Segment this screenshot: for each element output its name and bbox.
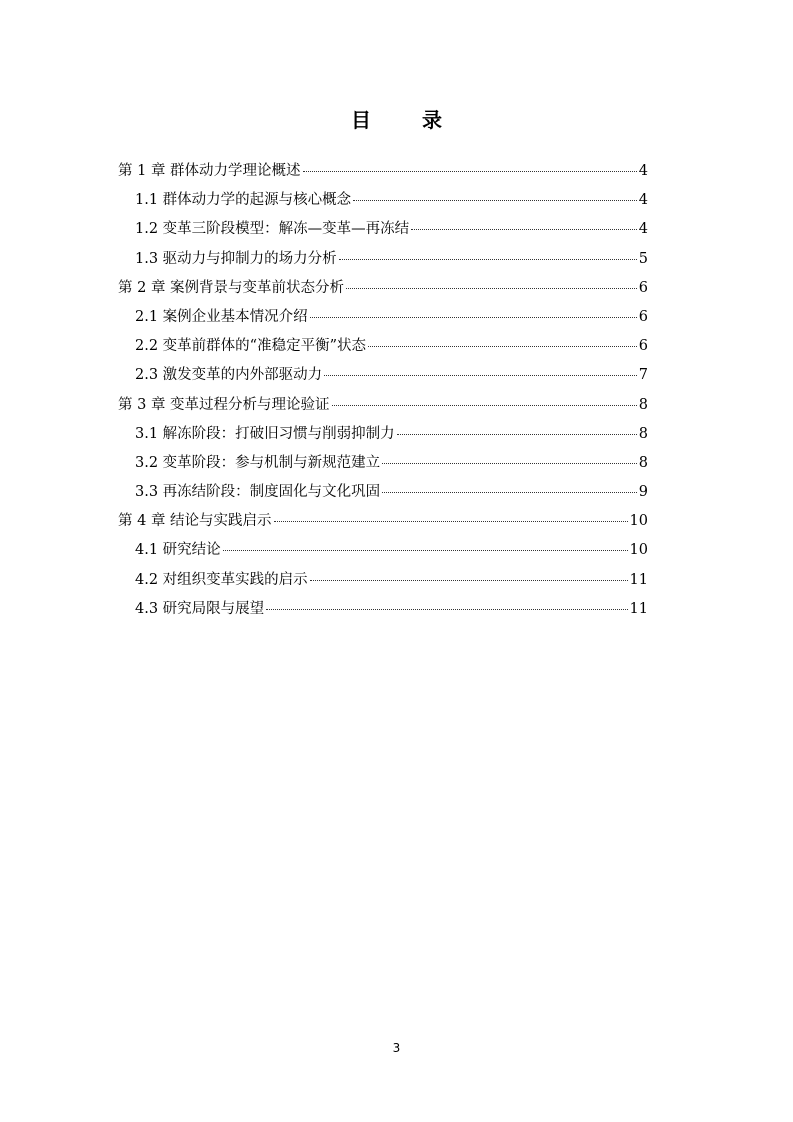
toc-entry-page: 9: [638, 484, 648, 501]
toc-entry-label: 4.1 研究结论: [135, 542, 221, 559]
toc-entry-page: 10: [629, 542, 648, 559]
toc-entry-chapter-2[interactable]: [118, 276, 648, 305]
toc-entry-section-2-3[interactable]: [118, 363, 648, 392]
toc-entry-label: 2.3 激发变革的内外部驱动力: [135, 367, 323, 384]
toc-entry-label: 3.1 解冻阶段：打破旧习惯与削弱抑制力: [135, 425, 395, 442]
toc-entry-chapter-1[interactable]: [118, 159, 648, 188]
toc-entry-label: 第 4 章 结论与实践启示: [118, 513, 272, 530]
dot-leader: [368, 346, 637, 347]
toc-entry-page: 4: [638, 192, 648, 209]
toc-entry-page: 8: [638, 425, 648, 442]
toc-entry-label: 1.2 变革三阶段模型：解冻—变革—再冻结: [135, 221, 410, 238]
toc-entry-chapter-4[interactable]: [118, 509, 648, 538]
toc-entry-page: 5: [638, 250, 648, 267]
toc-entry-section-3-3[interactable]: [118, 480, 648, 509]
toc-entry-label: 4.2 对组织变革实践的启示: [135, 571, 308, 588]
dot-leader: [339, 259, 637, 260]
toc-entry-page: 8: [638, 454, 648, 471]
toc-entry-label: 1.1 群体动力学的起源与核心概念: [135, 192, 352, 209]
toc-entry-section-3-1[interactable]: [118, 422, 648, 451]
toc-entry-label: 3.2 变革阶段：参与机制与新规范建立: [135, 454, 381, 471]
dot-leader: [382, 492, 637, 493]
toc-entry-page: 6: [638, 308, 648, 325]
toc-entry-label: 第 1 章 群体动力学理论概述: [118, 163, 301, 179]
toc-entry-page: 11: [629, 600, 648, 617]
toc-entry-page: 4: [638, 221, 648, 238]
toc-entry-label: 3.3 再冻结阶段：制度固化与文化巩固: [135, 484, 381, 501]
toc-entry-label: 第 3 章 变革过程分析与理论验证: [118, 396, 330, 413]
toc-entry-page: 4: [638, 163, 648, 179]
dot-leader: [332, 405, 637, 406]
dot-leader: [274, 521, 628, 522]
page-number: 3: [392, 1041, 401, 1055]
toc-entry-section-1-3[interactable]: [118, 247, 648, 276]
toc-entry-section-4-3[interactable]: [118, 597, 648, 626]
toc-entry-section-2-2[interactable]: [118, 334, 648, 363]
toc-entry-section-1-1[interactable]: [118, 188, 648, 217]
toc-entry-label: 第 2 章 案例背景与变革前状态分析: [118, 279, 345, 296]
dot-leader: [310, 580, 628, 581]
dot-leader: [382, 463, 637, 464]
toc-entry-section-2-1[interactable]: [118, 305, 648, 334]
dot-leader: [346, 288, 637, 289]
dot-leader: [223, 550, 628, 551]
toc-entry-label: 2.2 变革前群体的“准稳定平衡”状态: [135, 338, 366, 355]
toc-entry-section-4-2[interactable]: [118, 568, 648, 597]
toc-entry-page: 11: [629, 571, 648, 588]
toc-entry-label: 4.3 研究局限与展望: [135, 600, 265, 617]
toc-entry-chapter-3[interactable]: [118, 393, 648, 422]
toc-entry-section-1-2[interactable]: [118, 217, 648, 246]
toc-entry-label: 2.1 案例企业基本情况介绍: [135, 308, 308, 325]
dot-leader: [353, 200, 637, 201]
toc-entry-section-3-2[interactable]: [118, 451, 648, 480]
dot-leader: [303, 171, 637, 172]
toc-entry-page: 8: [638, 396, 648, 413]
dot-leader: [411, 229, 637, 230]
dot-leader: [324, 375, 637, 376]
toc-entry-label: 1.3 驱动力与抑制力的场力分析: [135, 250, 337, 267]
toc-entry-page: 6: [638, 279, 648, 296]
toc-entry-page: 6: [638, 338, 648, 355]
dot-leader: [397, 434, 637, 435]
dot-leader: [266, 609, 627, 610]
dot-leader: [310, 317, 637, 318]
toc-entry-page: 7: [638, 367, 648, 384]
toc-list: [118, 159, 648, 626]
toc-entry-page: 10: [629, 513, 648, 530]
toc-title: 目 录: [351, 108, 464, 132]
toc-entry-section-4-1[interactable]: [118, 538, 648, 567]
